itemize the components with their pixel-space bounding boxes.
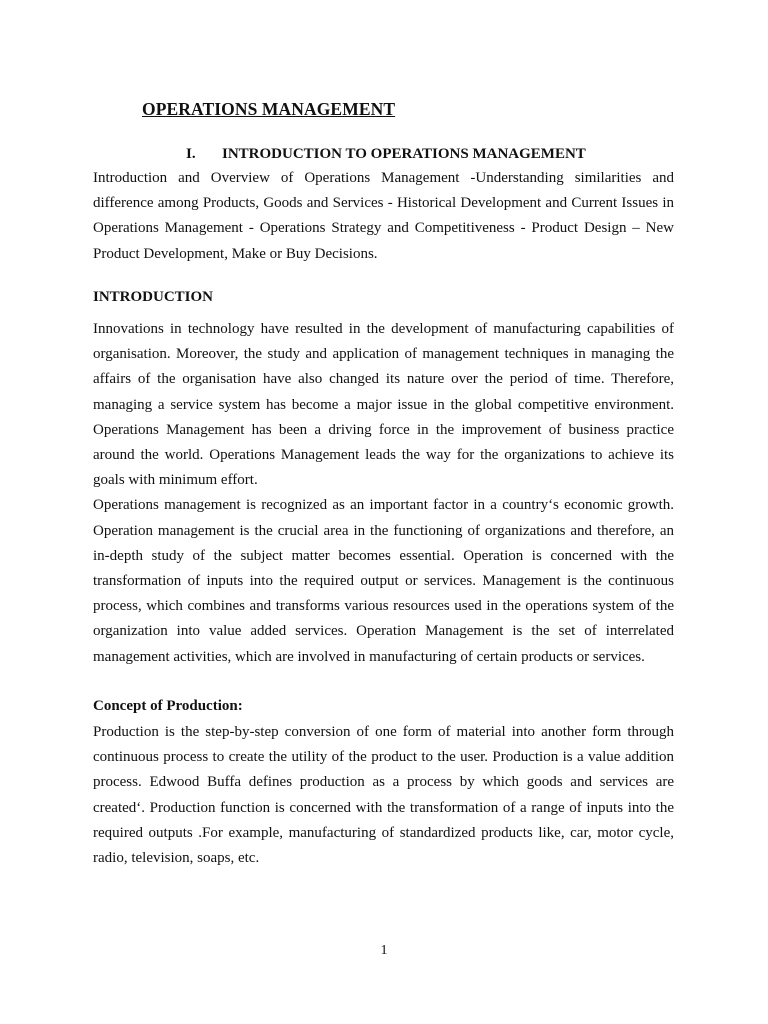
section-overview-block (93, 166, 674, 267)
concept-of-production-body (93, 720, 674, 871)
introduction-body (93, 317, 674, 670)
document-title: OPERATIONS MANAGEMENT (142, 99, 396, 119)
section-heading (186, 146, 586, 163)
introduction-paragraph-2: Operations management is recognized as an important factor in a country‘s economic growth. Operation management is the crucial area in the functioning of organizations and therefore, an in-depth study of the subject matter becomes essential. Operation is concerned with the transformation of inputs into the required output or services. Management is the continuous process, which combines and transforms various resources used in the operations system of the organization into value added services. Operation Management is the set of interrelated management activities, which are involved in manufacturing of certain products or services. (93, 497, 674, 665)
concept-of-production-paragraph: Production is the step-by-step conversion of one form of material into another form through continuous process to create the utility of the product to the user. Production is a value addition process. Edwood Buffa defines production as a process by which goods and services are created‘. Production function is concerned with the transformation of a range of inputs into the required outputs .For example, manufacturing of standardized products like, car, motor cycle, radio, television, soaps, etc. (93, 724, 674, 867)
concept-of-production-heading: Concept of Production: (93, 698, 243, 714)
section-heading-text: INTRODUCTION TO OPERATIONS MANAGEMENT (222, 146, 586, 162)
page-number: 1 (380, 943, 388, 958)
section-overview-paragraph: Introduction and Overview of Operations Management -Understanding similarities and difference among Products, Goods and Services - Historical Development and Current Issues in Operations Management - Operations Strategy and Competitiveness - Product Design – New Product Development, Make or Buy Decisions. (93, 170, 674, 262)
section-number: I. (186, 146, 196, 162)
introduction-heading: INTRODUCTION (93, 289, 214, 305)
introduction-paragraph-1: Innovations in technology have resulted in the development of manufacturing capabilities of organisation. Moreover, the study and application of management techniques in managing the affairs of the organisation have also changed its nature over the period of time. Therefore, managing a service system has become a major issue in the global competitive environment. Operations Management has been a driving force in the improvement of business practice around the world. Operations Management leads the way for the organizations to achieve its goals with minimum effort. (93, 321, 674, 489)
